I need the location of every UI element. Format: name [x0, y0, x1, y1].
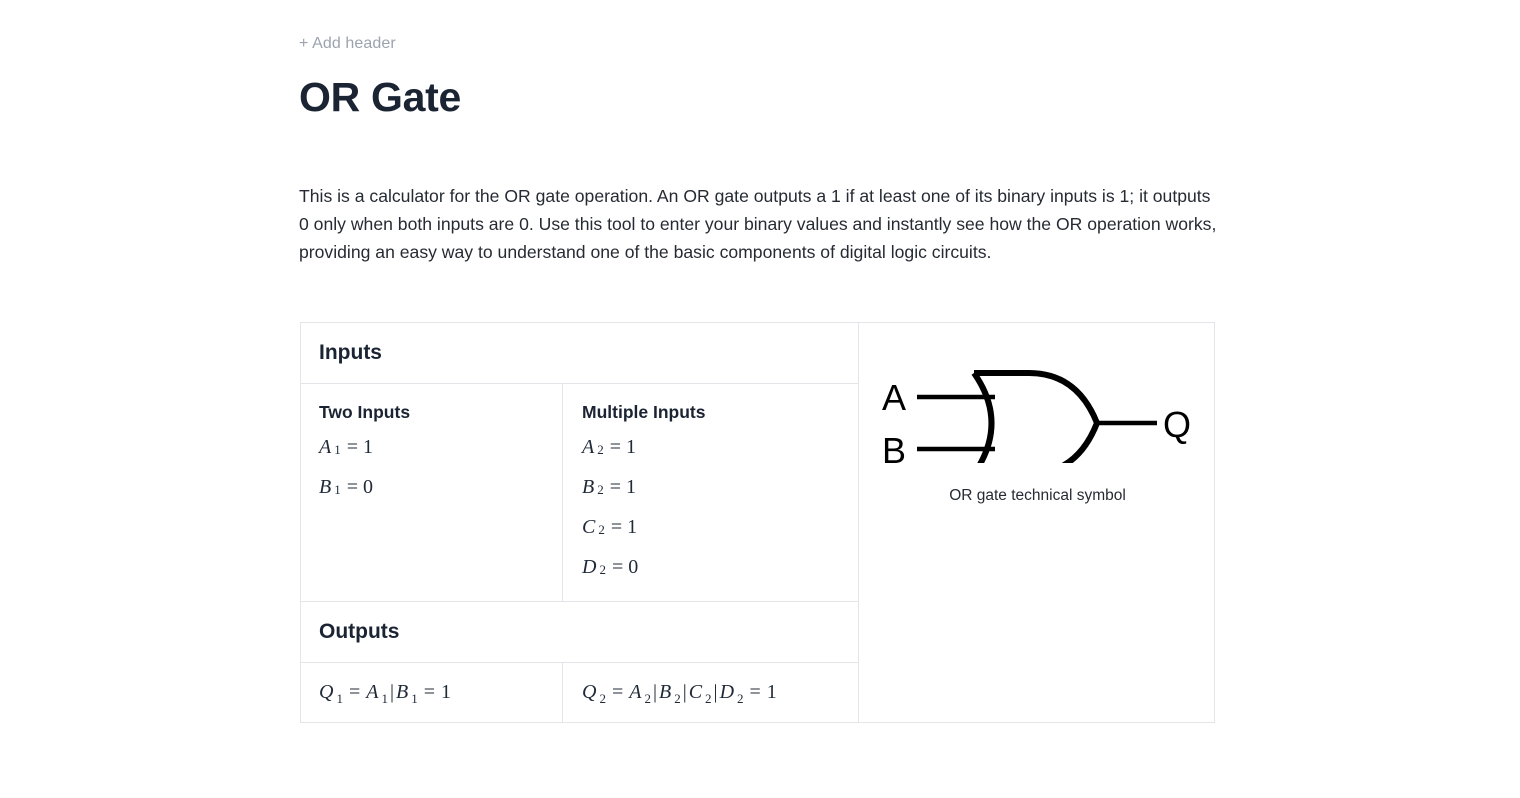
inputs-section-title: Inputs: [301, 323, 858, 384]
output-q2-value: 1: [766, 681, 777, 703]
var-subscript: 2: [597, 442, 604, 457]
input-b1-value[interactable]: 0: [363, 476, 373, 498]
var-subscript: 1: [336, 690, 343, 706]
var-symbol: B: [395, 681, 409, 703]
var-subscript: 2: [598, 522, 605, 537]
var-subscript: 2: [644, 690, 651, 706]
equals-sign: =: [610, 516, 623, 538]
output-q2: [563, 663, 858, 722]
var-symbol: D: [582, 556, 597, 578]
equals-sign: =: [611, 681, 624, 703]
outputs-row: [301, 663, 858, 722]
var-subscript: 1: [411, 690, 418, 706]
var-subscript: 1: [334, 482, 341, 497]
multiple-inputs-column: [563, 384, 858, 601]
gate-caption: OR gate technical symbol: [949, 487, 1126, 504]
var-symbol: Q: [582, 681, 597, 703]
two-inputs-column: [301, 384, 563, 601]
page-title: OR Gate: [299, 74, 461, 120]
equals-sign: =: [749, 681, 761, 703]
two-inputs-title: Two Inputs: [319, 402, 411, 422]
equals-sign: =: [423, 681, 435, 703]
var-symbol: B: [658, 681, 672, 703]
gate-image-panel: [859, 323, 1214, 722]
input-b2-field[interactable]: [582, 476, 858, 516]
multiple-inputs-title: Multiple Inputs: [582, 402, 706, 422]
var-subscript: 2: [597, 482, 604, 497]
var-symbol: A: [582, 436, 595, 458]
input-b1-field[interactable]: [319, 476, 562, 516]
var-symbol: B: [319, 476, 332, 498]
or-operator: |: [652, 681, 657, 703]
gate-label-a: A: [882, 377, 907, 418]
input-a1-field[interactable]: [319, 436, 562, 476]
input-b2-value[interactable]: 1: [626, 476, 636, 498]
calculator-panel: [300, 322, 1215, 723]
inputs-row: [301, 384, 858, 602]
equals-sign: =: [611, 556, 624, 578]
input-a1-value[interactable]: 1: [363, 436, 373, 458]
or-gate-symbol-icon: [879, 343, 1199, 463]
or-operator: |: [389, 681, 394, 703]
input-d2-field[interactable]: [582, 556, 858, 596]
input-a2-value[interactable]: 1: [626, 436, 636, 458]
equals-sign: =: [346, 436, 358, 458]
equals-sign: =: [346, 476, 358, 498]
input-c2-value[interactable]: 1: [627, 516, 638, 538]
input-a2-field[interactable]: [582, 436, 858, 476]
or-operator: |: [713, 681, 718, 703]
equals-sign: =: [609, 436, 621, 458]
var-subscript: 2: [599, 562, 606, 577]
var-subscript: 2: [737, 690, 744, 706]
var-subscript: 1: [381, 690, 388, 706]
var-symbol: C: [582, 516, 596, 538]
gate-label-b: B: [882, 430, 907, 463]
var-symbol: A: [629, 681, 642, 703]
var-symbol: D: [719, 681, 735, 703]
page-description: This is a calculator for the OR gate operation. An OR gate outputs a 1 if at least one of its binary inputs is 1; it outputs 0 only when both inputs are 0. Use this tool to enter your binary values and instantly see how the OR operation works, providing an easy way to understand one of the basic components of digital logic circuits.: [299, 186, 1217, 262]
gate-label-q: Q: [1163, 404, 1192, 445]
var-symbol: Q: [319, 681, 334, 703]
var-symbol: A: [319, 436, 332, 458]
input-c2-field[interactable]: [582, 516, 858, 556]
var-subscript: 2: [674, 690, 681, 706]
var-symbol: A: [366, 681, 379, 703]
calculator-fields: [301, 323, 859, 722]
outputs-section-title: Outputs: [301, 602, 858, 663]
input-d2-value[interactable]: 0: [628, 556, 639, 578]
var-symbol: B: [582, 476, 595, 498]
output-q1: [301, 663, 563, 722]
var-symbol: C: [688, 681, 703, 703]
equals-sign: =: [609, 476, 621, 498]
output-q1-value: 1: [440, 681, 451, 703]
var-subscript: 2: [599, 690, 606, 706]
add-header-button[interactable]: + Add header: [299, 35, 396, 52]
var-subscript: 1: [334, 442, 341, 457]
var-subscript: 2: [705, 690, 712, 706]
or-operator: |: [682, 681, 687, 703]
equals-sign: =: [348, 681, 361, 703]
